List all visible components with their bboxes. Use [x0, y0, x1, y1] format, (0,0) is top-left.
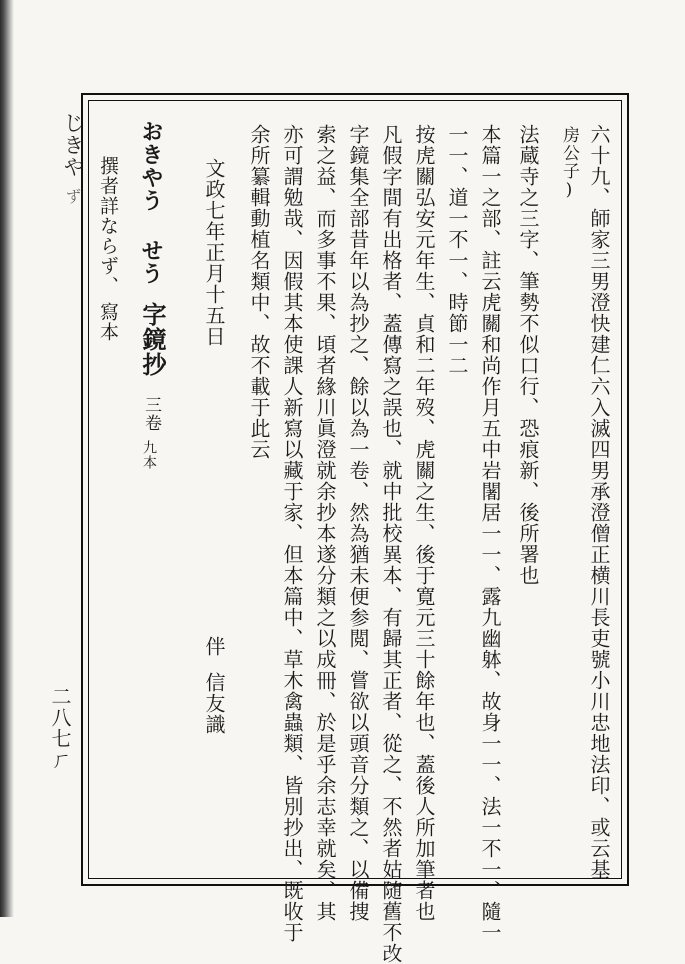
signature-surname: 伴 — [202, 636, 226, 657]
text-column-2: 房公子) — [559, 126, 579, 201]
header-mark: ず — [63, 188, 82, 205]
text-column-3: 法蔵寺之三字、筆勢不似口行、恐痕新、後所署也 — [516, 124, 540, 586]
entry-author-note: 撰者詳ならず、 — [97, 156, 119, 296]
text-column-10: 亦可謂勉哉、因假其本使課人新寫以藏于家、但本篇中、草木禽蟲類、皆別抄出、既收于 — [280, 124, 304, 943]
entry-copies: 九本 — [141, 440, 157, 470]
text-column-1: 六十九、師家三男澄快建仁六入滅四男承澄僧正横川長吏號小川忠地法印、或云基 — [587, 124, 611, 880]
text-column-5: 一一、道一不一、時節一二 — [445, 124, 469, 376]
text-column-6: 按虎關弘安元年生、貞和二年歿、虎關之生、後于寛元三十餘年也、蓋後人所加筆者也 — [412, 124, 436, 922]
entry-copy-type: 寫本 — [97, 302, 119, 342]
header-kana: じきや — [61, 112, 85, 178]
signature: 信友識 — [202, 672, 226, 735]
text-column-9: 索之益、而多事不果、頃者緣川眞澄就余抄本遂分類之以成冊、於是乎余志幸就矣、其 — [313, 124, 337, 922]
entry-reading: おきやう せう — [138, 120, 164, 285]
date-line: 文政七年正月十五日 — [202, 158, 226, 347]
entry-title: 字鏡抄 — [138, 302, 167, 377]
entry-volumes: 三卷 — [141, 396, 161, 432]
text-column-8: 字鏡集全部昔年以為抄之、餘以為一卷、然為猶未便参閲、嘗欲以頭音分類之、以備捜 — [346, 124, 370, 922]
page-number: 二八七ㄏ — [48, 686, 72, 770]
text-column-7: 凡假字間有出格者、蓋傳寫之誤也、就中批校異本、有歸其正者、從之、不然者姑随舊不改 — [379, 124, 403, 964]
book-gutter-shadow — [0, 0, 14, 917]
text-column-11: 余所纂輯動植名類中、故不載于此云 — [247, 124, 271, 460]
text-column-4: 本篇一之部、註云虎關和尚作月五中岩闍居一一、露九幽躰、故身一一、法一不一、隨一 — [478, 124, 502, 943]
